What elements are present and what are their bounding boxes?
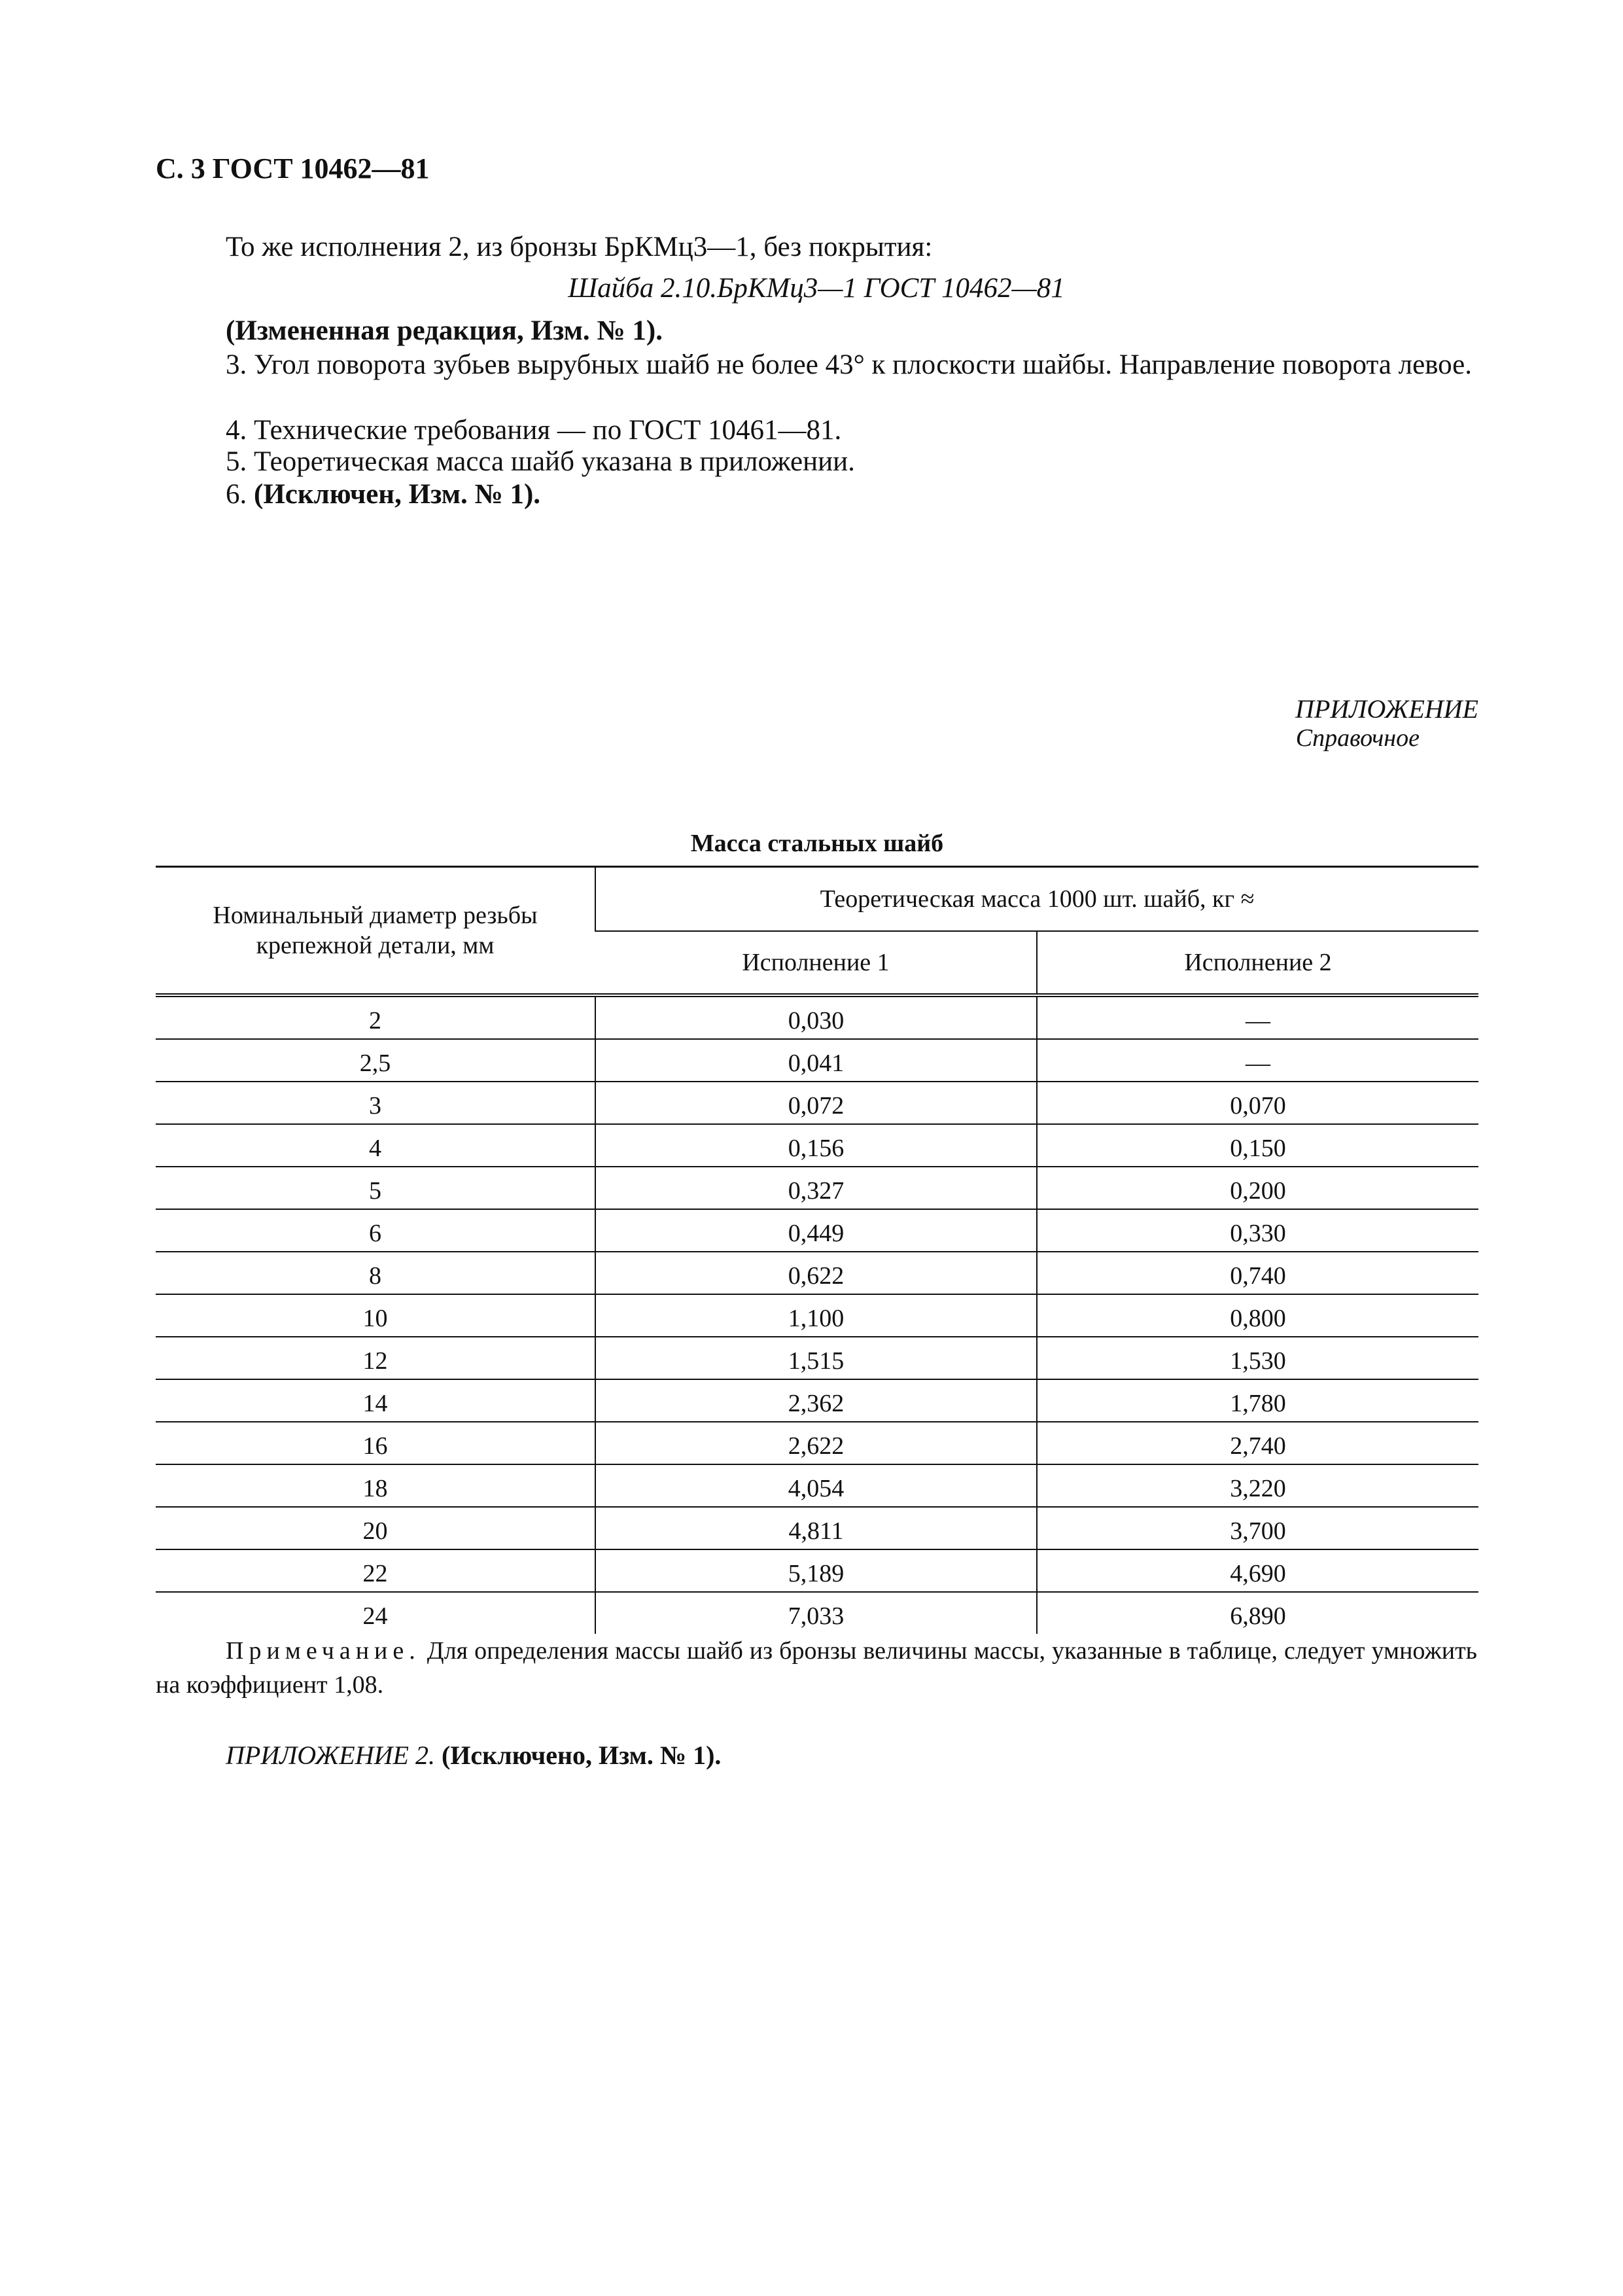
cell-diameter: 16 <box>156 1422 595 1464</box>
table-row <box>156 1337 1478 1379</box>
appendix-2-note <box>226 1739 721 1773</box>
cell-version-2: 0,800 <box>1037 1294 1478 1337</box>
item-6 <box>156 478 1477 512</box>
table-title: Масса стальных шайб <box>690 830 944 857</box>
intro-line: То же исполнения 2, из бронзы БрКМц3—1, без покрытия: <box>226 232 933 262</box>
cell-version-1: 2,362 <box>595 1379 1037 1422</box>
cell-version-2: 0,740 <box>1037 1252 1478 1294</box>
appendix-2-excluded: (Исключено, Изм. № 1). <box>434 1740 722 1770</box>
table-row <box>156 1379 1478 1422</box>
header-version-2: Исполнение 2 <box>1037 931 1478 995</box>
table-row <box>156 1167 1478 1209</box>
cell-diameter: 10 <box>156 1294 595 1337</box>
cell-diameter: 14 <box>156 1379 595 1422</box>
table-row <box>156 995 1478 1039</box>
table-row <box>156 1464 1478 1507</box>
cell-diameter: 4 <box>156 1124 595 1167</box>
cell-version-1: 0,622 <box>595 1252 1037 1294</box>
cell-diameter: 6 <box>156 1209 595 1252</box>
cell-version-2: 0,070 <box>1037 1082 1478 1124</box>
table-row <box>156 1209 1478 1252</box>
cell-version-2: 6,890 <box>1037 1592 1478 1634</box>
item-6-excluded: (Исключен, Изм. № 1). <box>254 479 541 510</box>
header-diameter: Номинальный диаметр резьбы крепежной детали, мм <box>156 867 595 996</box>
table-row <box>156 1549 1478 1592</box>
table-row <box>156 1082 1478 1124</box>
cell-version-1: 1,100 <box>595 1294 1037 1337</box>
table-row <box>156 1124 1478 1167</box>
item-6-number: 6. <box>226 479 254 510</box>
cell-version-2: 1,530 <box>1037 1337 1478 1379</box>
cell-version-2: 2,740 <box>1037 1422 1478 1464</box>
cell-version-2: 1,780 <box>1037 1379 1478 1422</box>
cell-version-2: — <box>1037 995 1478 1039</box>
cell-diameter: 5 <box>156 1167 595 1209</box>
table-row <box>156 1592 1478 1634</box>
mass-table <box>156 866 1478 1634</box>
designation-example: Шайба 2.10.БрКМц3—1 ГОСТ 10462—81 <box>568 273 1065 304</box>
cell-version-2: 0,330 <box>1037 1209 1478 1252</box>
appendix-2-label: ПРИЛОЖЕНИЕ 2. <box>226 1740 435 1770</box>
cell-version-2: 4,690 <box>1037 1549 1478 1592</box>
cell-version-2: 3,220 <box>1037 1464 1478 1507</box>
cell-diameter: 22 <box>156 1549 595 1592</box>
note-text: Для определения массы шайб из бронзы величины массы, указанные в таблице, следует умножить на коэффициент 1,08. <box>156 1637 1477 1699</box>
cell-version-2: 3,700 <box>1037 1507 1478 1549</box>
amendment-note: (Измененная редакция, Изм. № 1). <box>226 315 663 346</box>
cell-version-2: 0,200 <box>1037 1167 1478 1209</box>
cell-diameter: 8 <box>156 1252 595 1294</box>
cell-diameter: 3 <box>156 1082 595 1124</box>
table-row <box>156 1422 1478 1464</box>
cell-version-1: 7,033 <box>595 1592 1037 1634</box>
table-note <box>156 1634 1477 1702</box>
cell-diameter: 2 <box>369 1007 381 1034</box>
header-version-1: Исполнение 1 <box>595 931 1037 995</box>
cell-version-1: 0,041 <box>595 1039 1037 1082</box>
cell-version-1: 0,156 <box>595 1124 1037 1167</box>
cell-version-2: 0,150 <box>1037 1124 1478 1167</box>
note-label: Примечание. <box>226 1637 421 1665</box>
cell-version-1: 4,054 <box>595 1464 1037 1507</box>
cell-diameter: 20 <box>156 1507 595 1549</box>
table-row <box>156 1507 1478 1549</box>
table-row <box>156 1039 1478 1082</box>
cell-version-1: 0,072 <box>595 1082 1037 1124</box>
cell-version-1: 5,189 <box>595 1549 1037 1592</box>
cell-version-2: — <box>1037 1039 1478 1082</box>
cell-diameter: 18 <box>156 1464 595 1507</box>
item-4: 4. Технические требования — по ГОСТ 10461—81. <box>226 415 842 446</box>
table-body <box>156 995 1478 1634</box>
item-3: 3. Угол поворота зубьев вырубных шайб не более 43° к плоскости шайбы. Направление поворота левое. <box>226 349 1473 380</box>
header-theoretical-mass: Теоретическая масса 1000 шт. шайб, кг ≈ <box>595 867 1478 932</box>
cell-version-1: 0,030 <box>595 995 1037 1039</box>
cell-version-1: 0,327 <box>595 1167 1037 1209</box>
cell-diameter: 2,5 <box>156 1039 595 1082</box>
table-row <box>156 1252 1478 1294</box>
cell-diameter: 12 <box>156 1337 595 1379</box>
page-header: С. 3 ГОСТ 10462—81 <box>156 152 430 185</box>
appendix-label: ПРИЛОЖЕНИЕ <box>1295 694 1478 724</box>
appendix-subtitle: Справочное <box>1295 724 1420 752</box>
cell-version-1: 0,449 <box>595 1209 1037 1252</box>
item-5: 5. Теоретическая масса шайб указана в приложении. <box>226 446 855 477</box>
table-row <box>156 1294 1478 1337</box>
cell-version-1: 2,622 <box>595 1422 1037 1464</box>
cell-diameter: 24 <box>156 1592 595 1634</box>
cell-version-1: 4,811 <box>595 1507 1037 1549</box>
cell-version-1: 1,515 <box>595 1337 1037 1379</box>
